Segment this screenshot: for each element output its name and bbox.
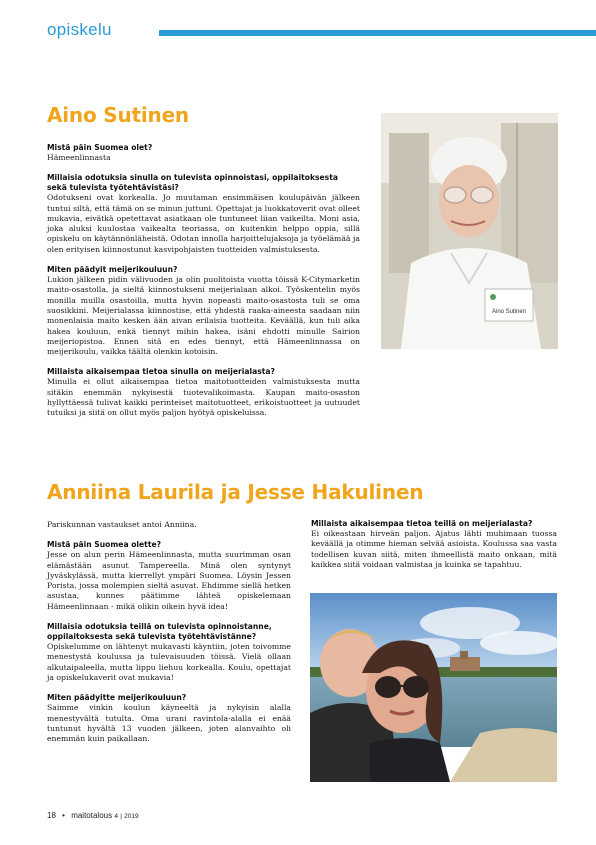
question: Mistä päin Suomea olette? [47, 540, 161, 550]
couple-illustration [310, 593, 557, 782]
name-badge-text: Aino Sutinen [491, 309, 527, 315]
article2-body-left [47, 520, 291, 754]
portrait-illustration [381, 113, 558, 349]
answer: Ei oikeastaan hirveän paljon. Ajatus lähti muhimaan tuossa keväällä ja otimme hieman selvää asioista. Koulussa saa vasta todellisen kuvan siitä, miten ihmeellistä maito onkaan, mitä kaikkea siitä voidaan valmistaa ja kuinka se tapahtuu. [311, 529, 557, 569]
page-number: 18 [47, 811, 56, 820]
answer: Odotukseni ovat korkealla. Jo muutaman ensimmäisen koulupäivän jälkeen tuntui siltä, että tämä on se minun juttuni. Opettajat ja luokkatoverit ovat olleet mukavia, eivätkä opetettavat asiatkaan ole tuntuneet liian vaikeilta. Moni asia, joka aluksi kuulostaa vaikealta teoriassa, on kuitenkin helppo oppia, sillä opiskelu on käytännönläheistä. Odotan innolla harjoittelujaksoja ja työelämää ja olen erityisen kiinnostunut kasvipohjaisten tuotteiden valmistuksesta. [47, 193, 360, 254]
question: Miten päädyitte meijerikouluun? [47, 693, 187, 703]
article1-body [47, 143, 360, 429]
qa-block [47, 143, 360, 163]
intro-line: Pariskunnan vastaukset antoi Anniina. [47, 520, 197, 529]
couple-photo [310, 593, 557, 782]
article2-body-right [311, 519, 557, 580]
answer: Hämeenlinnasta [47, 153, 111, 162]
portrait-photo-aino [381, 113, 558, 349]
answer: Minulla ei ollut aikaisempaa tietoa maitotuotteiden valmistuksesta mutta sitäkin enemmän nykyisestä tuotevalikoimasta. Kaupan maito-osaston hyllyttäessä tulivat kaikki perinteiset maitotuotteet, erikoistuotteet ja uutuudet tutuiksi ja siitä on ollut myös paljon hyötyä opiskeluissa. [47, 377, 360, 418]
answer: Jesse on alun perin Hämeenlinnasta, mutta suurimman osan elämästään asunut Tampereella. Minä olen syntynyt Jyväskylässä, mutta kierrellyt ympäri Suomea. Löysin Jessen Porista, jossa molempien sieltä asuvat. Ehdimme siellä hetken asustaa, kunnes päätimme lähteä opiskelemaan Hämeenlinnaan - mikä olikin oikein hyvä idea! [47, 550, 291, 611]
answer: Saimme vinkin koulun käyneeltä ja nykyisin alalla menestyvältä tutulta. Oma urani ravintola-alalla ei enää tuntunut hyvältä 13 vuoden jälkeen, joten alanvaihto oli enemmän kuin paikallaan. [47, 703, 291, 744]
page-footer [47, 811, 139, 820]
qa-block [47, 367, 360, 418]
question: Millaista aikaisempaa tietoa teillä on meijerialasta? [311, 519, 533, 528]
magazine-name: maitotalous [71, 811, 113, 820]
article1-title: Aino Sutinen [47, 103, 189, 127]
question: Miten päädyit meijerikouluun? [47, 265, 178, 275]
answer: Opiskelumme on lähtenyt mukavasti käyntiin, joten toivomme menestystä koulussa ja tulevaisuuden töissä. Vielä ollaan alkutaipaleella, mutta lippu liehuu korkealla. Koulu, opettajat ja opiskelukaverit ovat mukavia! [47, 642, 291, 682]
issue-year: 2019 [124, 813, 139, 820]
qa-block [47, 173, 360, 255]
issue-separator: | [120, 813, 122, 820]
qa-block [47, 693, 291, 744]
question: Millaisia odotuksia sinulla on tulevista opinnoistasi, oppilaitoksesta sekä tulevista työtehtävistäsi? [47, 173, 338, 193]
question: Millaista aikaisempaa tietoa sinulla on meijerialasta? [47, 367, 275, 377]
article2-title: Anniina Laurila ja Jesse Hakulinen [47, 480, 424, 504]
qa-block [47, 265, 360, 357]
question: Mistä päin Suomea olet? [47, 143, 153, 152]
section-label: opiskelu [47, 20, 112, 39]
qa-block [47, 540, 291, 612]
qa-block [47, 622, 291, 683]
footer-separator-bullet: • [62, 811, 65, 820]
qa-block [311, 519, 557, 570]
section-rule [159, 30, 596, 36]
issue-number: 4 [114, 813, 118, 820]
answer: Lukion jälkeen pidin välivuoden ja olin puolitoista vuotta töissä K-Citymarketin maito-osastolla, ja sieltä kiinnostukseni meijerialaan alkoi. Työskentelin myös monilla muilla osastoilla, mutta hyvin nopeasti maito-osastosta tuli se oma suosikkini. Meijerialassa kiinnostise, että yhdestä raaka-aineesta saadaan niin monenlaisia maito kesken ään aivan erilaisia tuotteita. Keväällä, kun tuli aika hakea kouluun, enkä tiennyt mihin hakea, isäni ehdotti minulle Sairion meijeriopistoa. Ennen sitä en edes tiennyt, että Hämeenlinnassa on meijerikoulu, vaikka täältä olenkin kotoisin. [47, 275, 360, 357]
question: Millaisia odotuksia teillä on tulevista opinnoistanne, oppilaitoksesta sekä tulevista työtehtävistänne? [47, 622, 272, 642]
intro-text [47, 520, 291, 530]
